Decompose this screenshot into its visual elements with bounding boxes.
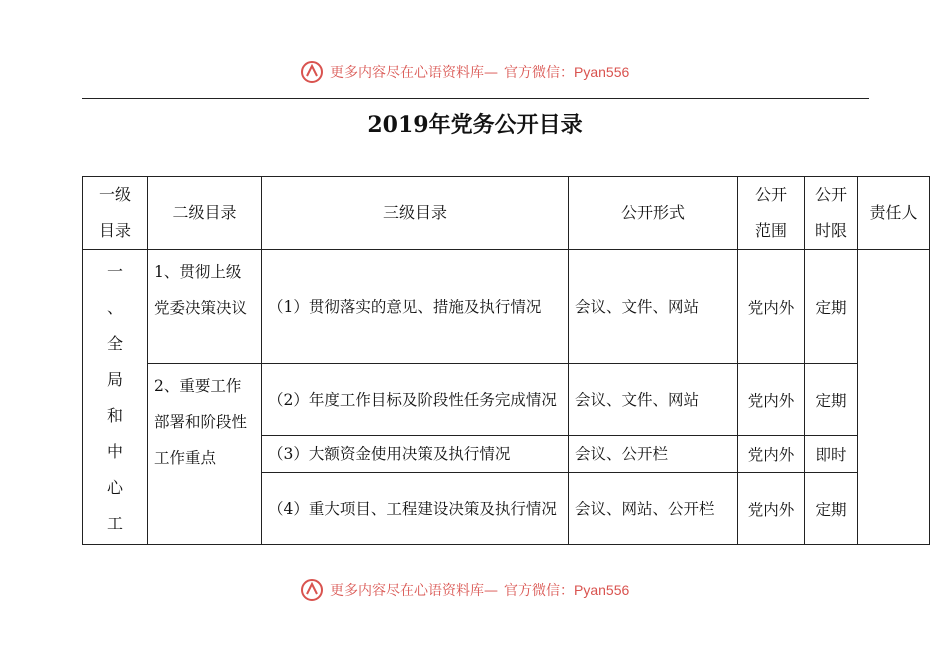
level3-cell: （4）重大项目、工程建设决策及执行情况 <box>262 473 569 545</box>
header-level2: 二级目录 <box>148 177 262 250</box>
header-level1: 一级 目录 <box>83 177 148 250</box>
table-row <box>83 250 930 364</box>
table-row <box>83 364 930 436</box>
period-cell: 定期 <box>805 473 858 545</box>
header-form: 公开形式 <box>569 177 738 250</box>
header-owner: 责任人 <box>858 177 930 250</box>
scope-cell: 党内外 <box>738 364 805 436</box>
form-cell: 会议、文件、网站 <box>569 250 738 364</box>
scope-cell: 党内外 <box>738 436 805 473</box>
watermark-logo-icon <box>300 578 324 602</box>
watermark-text: 更多内容尽在心语资料库— <box>330 583 498 599</box>
footer-watermark-banner <box>300 577 629 603</box>
scope-cell: 党内外 <box>738 473 805 545</box>
watermark-text: 更多内容尽在心语资料库— <box>330 65 498 81</box>
document-title: 2019年党务公开目录 <box>367 112 583 138</box>
level2-cell-1: 1、贯彻上级党委决策决议 <box>148 250 262 364</box>
form-cell: 会议、文件、网站 <box>569 364 738 436</box>
period-cell: 定期 <box>805 250 858 364</box>
level1-cell: 一 、 全 局 和 中 心 工 <box>83 250 148 545</box>
header-scope: 公开 范围 <box>738 177 805 250</box>
catalog-table <box>82 176 930 545</box>
form-cell: 会议、公开栏 <box>569 436 738 473</box>
header-watermark-banner <box>300 59 629 85</box>
watermark-logo-icon <box>300 60 324 84</box>
header-period: 公开 时限 <box>805 177 858 250</box>
table-header-row <box>83 177 930 250</box>
form-cell: 会议、网站、公开栏 <box>569 473 738 545</box>
level2-cell-2: 2、重要工作部署和阶段性工作重点 <box>148 364 262 545</box>
owner-cell <box>858 250 930 545</box>
header-level3: 三级目录 <box>262 177 569 250</box>
watermark-wechat: 官方微信：Pyan556 <box>504 64 630 80</box>
watermark-wechat: 官方微信：Pyan556 <box>504 582 630 598</box>
level3-cell: （3）大额资金使用决策及执行情况 <box>262 436 569 473</box>
scope-cell: 党内外 <box>738 250 805 364</box>
level3-cell: （2）年度工作目标及阶段性任务完成情况 <box>262 364 569 436</box>
period-cell: 即时 <box>805 436 858 473</box>
level3-cell: （1）贯彻落实的意见、措施及执行情况 <box>262 250 569 364</box>
header-divider <box>82 98 869 99</box>
period-cell: 定期 <box>805 364 858 436</box>
